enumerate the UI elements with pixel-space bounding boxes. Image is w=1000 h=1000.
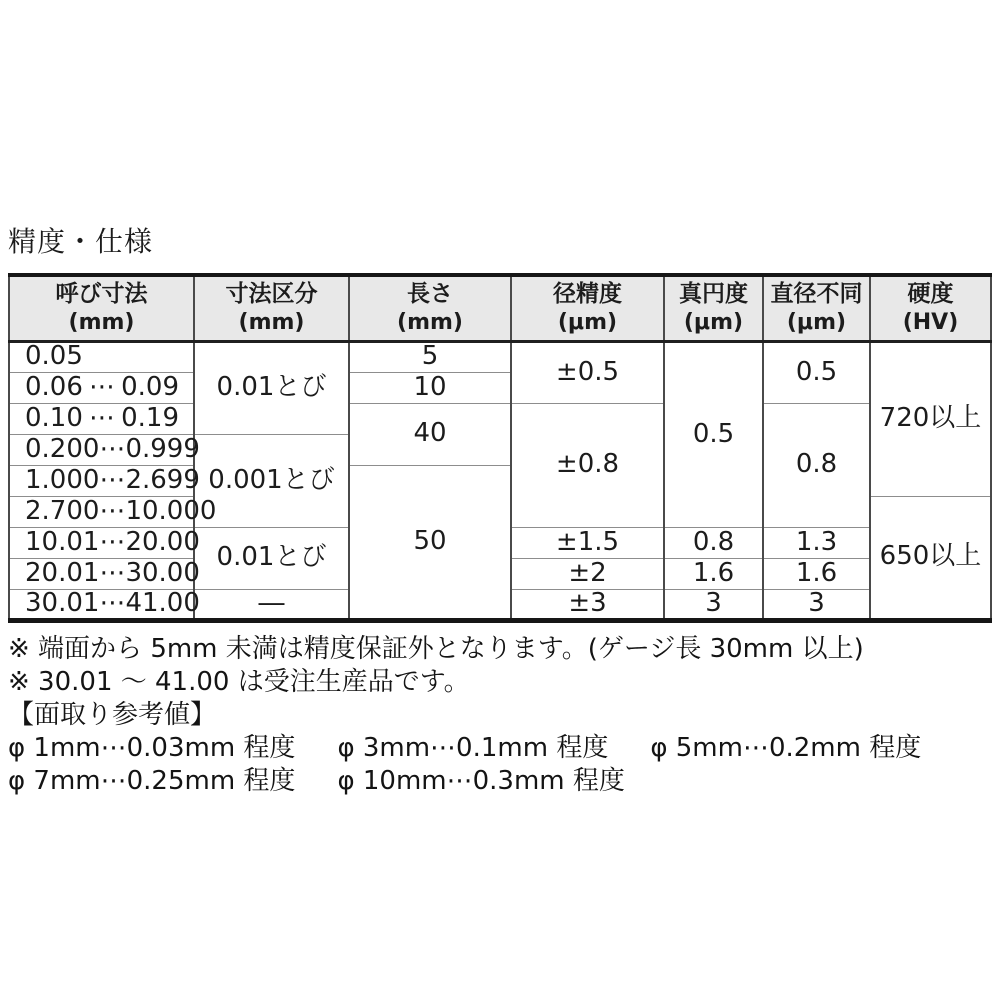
chamfer-values-row-1 <box>8 732 990 765</box>
cell-nominal-8: 20.01 ⋯ 30.00 <box>9 558 194 589</box>
cell-hardness-2: 650以上 <box>870 496 991 620</box>
cell-division-1: 0.01とび <box>194 341 349 434</box>
cell-length-1: 5 <box>349 341 511 372</box>
cell-dia-variation-3: 1.3 <box>763 527 870 558</box>
header-nominal: 呼び寸法 (mm) <box>9 275 194 341</box>
cell-nominal-6: 2.700 ⋯ 10.000 <box>9 496 194 527</box>
cell-roundness-3: 1.6 <box>664 558 763 589</box>
footnote-made-to-order: ※ 30.01 ～ 41.00 は受注生産品です。 <box>8 666 470 697</box>
header-hardness: 硬度 (HV) <box>870 275 991 341</box>
table-row <box>9 341 991 372</box>
cell-nominal-5: 1.000 ⋯ 2.699 <box>9 465 194 496</box>
chamfer-value: φ 5mm⋯0.2mm 程度 <box>650 732 922 763</box>
cell-dia-accuracy-4: ±2 <box>511 558 664 589</box>
chamfer-values-row-2 <box>8 765 990 798</box>
cell-nominal-2: 0.06 ⋯ 0.09 <box>9 372 194 403</box>
cell-division-2: 0.001とび <box>194 434 349 527</box>
cell-division-4: ― <box>194 589 349 620</box>
cell-dia-variation-2: 0.8 <box>763 403 870 527</box>
chamfer-value: φ 3mm⋯0.1mm 程度 <box>337 732 609 763</box>
cell-roundness-2: 0.8 <box>664 527 763 558</box>
cell-nominal-1: 0.05 <box>9 341 194 372</box>
header-dia-accuracy: 径精度 (μm) <box>511 275 664 341</box>
header-row <box>9 275 991 341</box>
footnote-accuracy-guarantee: ※ 端面から 5mm 未満は精度保証外となります。(ゲージ長 30mm 以上) <box>8 633 864 664</box>
footnotes <box>8 633 990 798</box>
spec-section <box>8 220 990 798</box>
chamfer-heading: 【面取り参考値】 <box>8 699 217 730</box>
cell-roundness-1: 0.5 <box>664 341 763 527</box>
cell-nominal-9: 30.01 ⋯ 41.00 <box>9 589 194 620</box>
chamfer-value: φ 10mm⋯0.3mm 程度 <box>337 765 625 796</box>
cell-dia-accuracy-2: ±0.8 <box>511 403 664 527</box>
cell-dia-variation-5: 3 <box>763 589 870 620</box>
cell-nominal-7: 10.01 ⋯ 20.00 <box>9 527 194 558</box>
cell-dia-accuracy-3: ±1.5 <box>511 527 664 558</box>
cell-nominal-4: 0.200 ⋯ 0.999 <box>9 434 194 465</box>
header-length: 長さ (mm) <box>349 275 511 341</box>
cell-length-2: 10 <box>349 372 511 403</box>
chamfer-value: φ 1mm⋯0.03mm 程度 <box>8 732 296 763</box>
cell-dia-variation-1: 0.5 <box>763 341 870 403</box>
page-title: 精度・仕様 <box>8 225 154 258</box>
header-dia-variation: 直径不同 (μm) <box>763 275 870 341</box>
cell-dia-variation-4: 1.6 <box>763 558 870 589</box>
cell-roundness-4: 3 <box>664 589 763 620</box>
cell-dia-accuracy-1: ±0.5 <box>511 341 664 403</box>
table-row <box>9 403 991 434</box>
header-division: 寸法区分 (mm) <box>194 275 349 341</box>
cell-division-3: 0.01とび <box>194 527 349 589</box>
cell-length-4: 50 <box>349 465 511 620</box>
chamfer-value: φ 7mm⋯0.25mm 程度 <box>8 765 296 796</box>
cell-dia-accuracy-5: ±3 <box>511 589 664 620</box>
cell-hardness-1: 720以上 <box>870 341 991 496</box>
spec-table <box>8 273 992 623</box>
cell-length-3: 40 <box>349 403 511 465</box>
header-roundness: 真円度 (μm) <box>664 275 763 341</box>
cell-nominal-3: 0.10 ⋯ 0.19 <box>9 403 194 434</box>
